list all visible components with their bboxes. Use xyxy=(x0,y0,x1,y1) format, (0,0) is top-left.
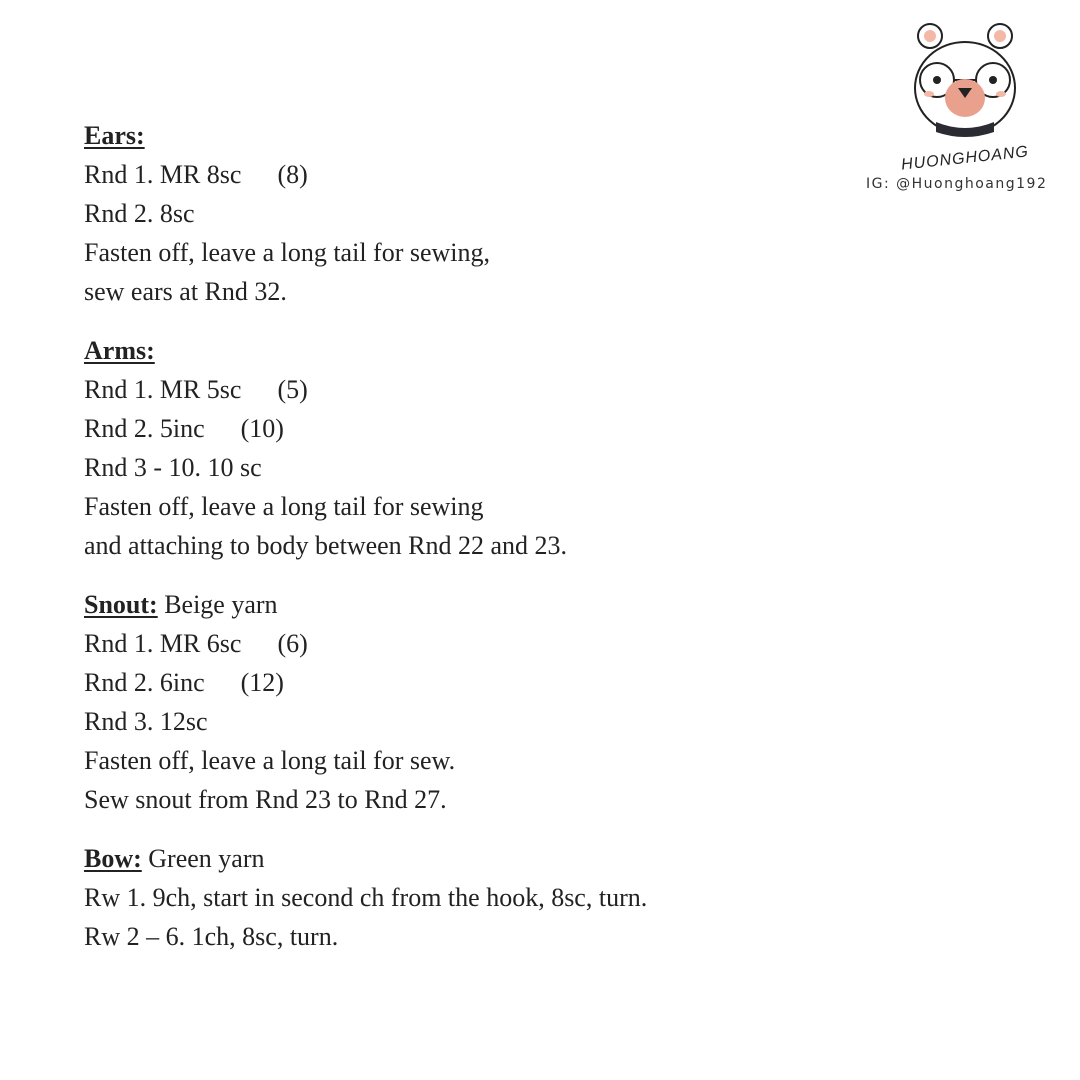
section-arms xyxy=(84,331,647,565)
bow-yarn: Green yarn xyxy=(141,844,265,873)
arms-rnd1: Rnd 1. MR 5sc xyxy=(84,375,242,404)
bear-face-icon xyxy=(896,18,1036,178)
section-title-ears: Ears: xyxy=(84,121,145,150)
snout-yarn: Beige yarn xyxy=(157,590,278,619)
snout-rnd1: Rnd 1. MR 6sc xyxy=(84,629,242,658)
arms-rnd2-line xyxy=(84,409,647,448)
section-bow xyxy=(84,839,647,956)
arms-note2: and attaching to body between Rnd 22 and 23. xyxy=(84,531,568,560)
snout-rnd2-count: (12) xyxy=(240,668,284,697)
instagram-handle: IG: @Huonghoang192 xyxy=(866,176,1048,192)
section-snout xyxy=(84,585,647,819)
ears-rnd1-count: (8) xyxy=(277,160,308,189)
brand-logo xyxy=(896,18,1036,178)
logo-text: HUONGHOANG xyxy=(900,143,1030,174)
bow-rw1: Rw 1. 9ch, start in second ch from the hook, 8sc, turn. xyxy=(84,883,648,912)
arms-rnd1-count: (5) xyxy=(277,375,308,404)
snout-rnd2-line xyxy=(84,663,647,702)
arms-rnd3: Rnd 3 - 10. 10 sc xyxy=(84,453,262,482)
bow-rw2: Rw 2 – 6. 1ch, 8sc, turn. xyxy=(84,922,339,951)
snout-rnd3: Rnd 3. 12sc xyxy=(84,707,208,736)
section-title-arms: Arms: xyxy=(84,336,155,365)
section-title-bow: Bow: xyxy=(84,844,142,873)
ears-rnd2: Rnd 2. 8sc xyxy=(84,199,195,228)
arms-rnd2-count: (10) xyxy=(240,414,284,443)
snout-note2: Sew snout from Rnd 23 to Rnd 27. xyxy=(84,785,447,814)
pattern-text xyxy=(84,116,647,976)
ears-note2: sew ears at Rnd 32. xyxy=(84,277,287,306)
arms-note1: Fasten off, leave a long tail for sewing xyxy=(84,492,484,521)
snout-rnd1-line xyxy=(84,624,647,663)
snout-rnd1-count: (6) xyxy=(277,629,308,658)
snout-rnd2: Rnd 2. 6inc xyxy=(84,668,205,697)
ears-note1: Fasten off, leave a long tail for sewing, xyxy=(84,238,491,267)
snout-note1: Fasten off, leave a long tail for sew. xyxy=(84,746,456,775)
section-ears xyxy=(84,116,647,311)
ears-rnd1: Rnd 1. MR 8sc xyxy=(84,160,242,189)
ears-rnd1-line xyxy=(84,155,647,194)
section-title-snout: Snout: xyxy=(84,590,158,619)
arms-rnd2: Rnd 2. 5inc xyxy=(84,414,205,443)
arms-rnd1-line xyxy=(84,370,647,409)
